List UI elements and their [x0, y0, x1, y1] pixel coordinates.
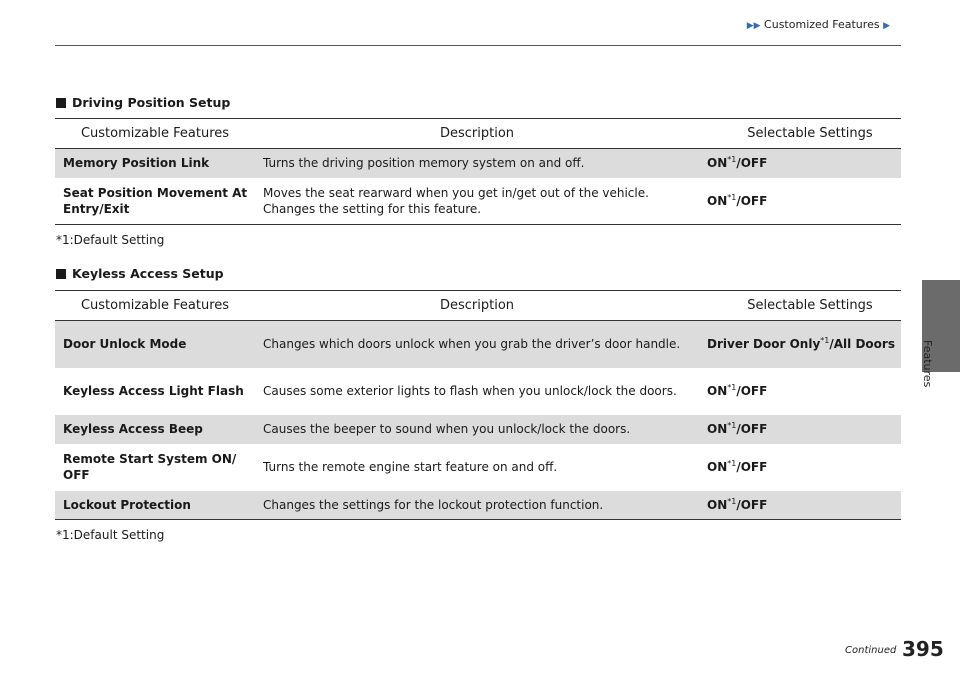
- column-header-description: Description: [255, 119, 699, 149]
- feature-description: Changes which doors unlock when you grab the driver’s door handle.: [255, 321, 699, 368]
- selectable-settings: ON$^{*1}$/OFF: [699, 149, 901, 178]
- feature-description: Turns the driving position memory system on and off.: [255, 149, 699, 178]
- footnote-default-setting: *1:Default Setting: [56, 528, 165, 542]
- section-title-driving-position: Driving Position Setup: [56, 95, 230, 110]
- page-header: [0, 18, 900, 38]
- footnote-default-setting: *1:Default Setting: [56, 233, 165, 247]
- footnote-ref: *1: [727, 383, 737, 392]
- column-header-features: Customizable Features: [55, 119, 255, 149]
- feature-description: Causes the beeper to sound when you unlock/lock the doors.: [255, 415, 699, 444]
- column-header-settings: Selectable Settings: [699, 119, 901, 149]
- footnote-ref: *1: [727, 496, 737, 506]
- selectable-settings: ON$^{*1}$/OFF: [707, 459, 768, 474]
- feature-description: Causes some exterior lights to flash when you unlock/lock the doors.: [263, 384, 677, 398]
- footnote-ref: *1: [727, 155, 737, 165]
- table-header-row: [55, 119, 901, 149]
- page-number: 395: [902, 637, 944, 661]
- table-row: [55, 368, 901, 415]
- breadcrumb-arrows-icon: ▶▶: [746, 21, 761, 31]
- feature-description: Moves the seat rearward when you get in/get out of the vehicle. Changes the setting for this feature.: [255, 178, 699, 225]
- column-header-settings: Selectable Settings: [699, 291, 901, 321]
- feature-name: Seat Position Movement At Entry/Exit: [55, 178, 255, 225]
- square-bullet-icon: [56, 269, 66, 279]
- chapter-side-label: Features: [921, 340, 934, 388]
- breadcrumb-label[interactable]: Customized Features: [764, 18, 880, 31]
- header-divider: [55, 45, 901, 46]
- keyless-access-table: [55, 290, 901, 520]
- feature-name: Keyless Access Light Flash: [63, 384, 244, 398]
- selectable-settings: ON$^{*1}$/OFF: [699, 178, 901, 225]
- feature-name: Memory Position Link: [55, 149, 255, 178]
- column-header-features: Customizable Features: [55, 291, 255, 321]
- column-header-description: Description: [255, 291, 699, 321]
- feature-description: Changes the settings for the lockout protection function.: [255, 491, 699, 520]
- selectable-settings: ON$^{*1}$/OFF: [707, 383, 768, 398]
- footnote-ref: *1: [727, 459, 737, 468]
- selectable-settings: ON$^{*1}$/OFF: [699, 415, 901, 444]
- table-header-row: [55, 291, 901, 321]
- square-bullet-icon: [56, 98, 66, 108]
- feature-name: Remote Start System ON/ OFF: [63, 452, 237, 482]
- feature-name: Door Unlock Mode: [55, 321, 255, 368]
- continued-label: Continued: [845, 645, 897, 656]
- footnote-ref: *1: [727, 192, 737, 202]
- driving-position-table: [55, 118, 901, 225]
- table-row: [55, 178, 901, 225]
- footnote-ref: *1: [727, 421, 737, 430]
- table-row: [55, 415, 901, 444]
- table-row: [55, 491, 901, 520]
- section-title-keyless-access: Keyless Access Setup: [56, 266, 224, 281]
- selectable-settings: Driver Door Only$^{*1}$/All Doors: [699, 321, 901, 368]
- feature-name: Lockout Protection: [55, 491, 255, 520]
- table-row: [55, 321, 901, 368]
- footnote-ref: *1: [820, 336, 830, 346]
- feature-name: Keyless Access Beep: [55, 415, 255, 444]
- breadcrumb: [747, 18, 890, 31]
- table-row: [55, 149, 901, 178]
- selectable-settings: ON$^{*1}$/OFF: [699, 491, 901, 520]
- breadcrumb-trail-arrow-icon: ▶: [883, 21, 890, 31]
- feature-description: Turns the remote engine start feature on and off.: [263, 460, 558, 474]
- table-row: [55, 444, 901, 491]
